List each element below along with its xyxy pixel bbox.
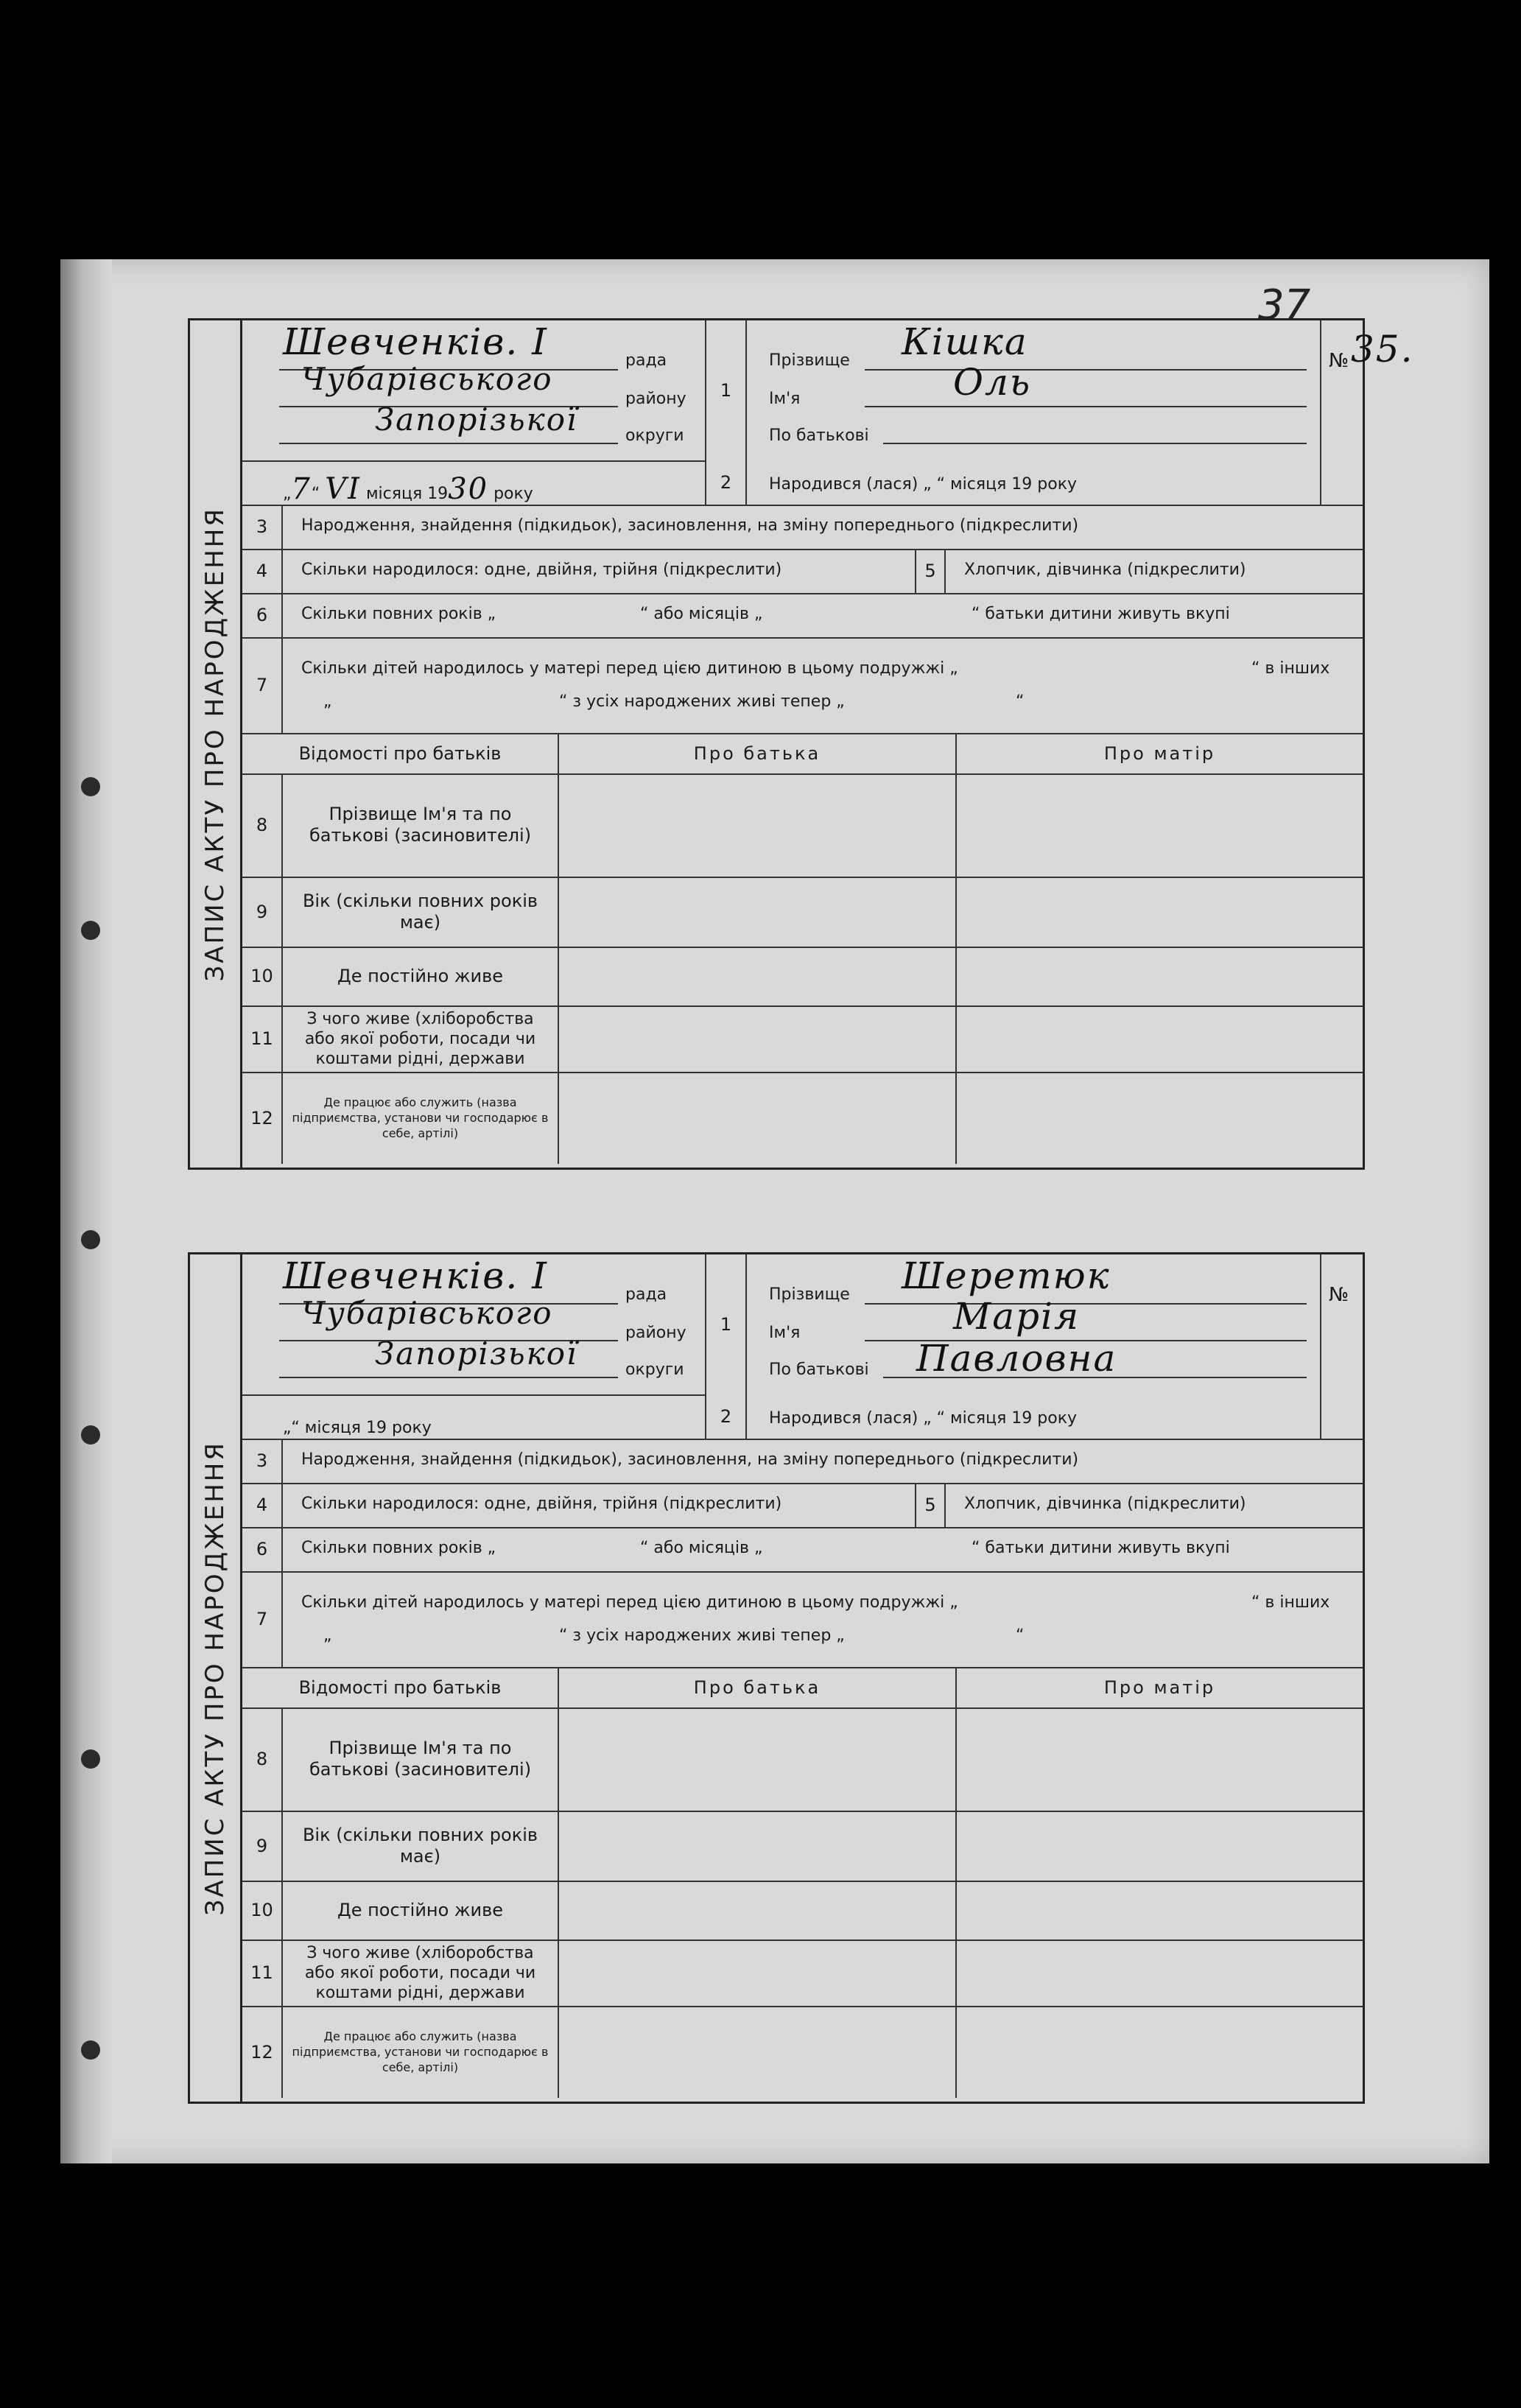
raion-handwritten: Чубарівського bbox=[301, 1295, 553, 1331]
row-9-label: Вік (скільки повних років має) bbox=[302, 890, 538, 933]
row-9-father-field[interactable] bbox=[559, 1811, 957, 1881]
row-number-3: 3 bbox=[242, 505, 283, 549]
row-number-3: 3 bbox=[242, 1439, 283, 1483]
patronymic-line bbox=[883, 443, 1307, 444]
col-mother-label: Про матір bbox=[1103, 743, 1216, 764]
col-mother-header bbox=[957, 1667, 1363, 1707]
born-date-cell bbox=[747, 460, 1321, 505]
number-label: № bbox=[1329, 1284, 1349, 1306]
name-label: Ім'я bbox=[769, 1324, 801, 1342]
row-8 bbox=[242, 1707, 1363, 1812]
surname-label: Прізвище bbox=[769, 351, 850, 370]
row-3 bbox=[242, 505, 1363, 550]
surname-handwritten: Кішка bbox=[902, 320, 1028, 363]
col-info-header bbox=[242, 1667, 559, 1707]
okruga-handwritten: Запорізької bbox=[375, 1335, 578, 1372]
row-8 bbox=[242, 773, 1363, 878]
row-11-mother-field[interactable] bbox=[957, 1940, 1363, 2006]
row-12-mother-field[interactable] bbox=[957, 2006, 1363, 2098]
patronymic-line bbox=[883, 1377, 1307, 1378]
year-prefix: 19 bbox=[366, 1419, 387, 1437]
folio-number: 37 bbox=[1258, 281, 1311, 329]
rada-handwritten: Шевченків. I bbox=[283, 320, 548, 363]
row-9-label: Вік (скільки повних років має) bbox=[302, 1824, 538, 1867]
row-7 bbox=[242, 1571, 1363, 1668]
row-8-label: Прізвище Ім'я та по батькові (засиновителі) bbox=[309, 1738, 532, 1780]
row-6-years: Скільки повних років „ bbox=[301, 605, 496, 623]
row-10-mother-field[interactable] bbox=[957, 947, 1363, 1005]
row-10-label-cell bbox=[283, 1881, 559, 1940]
birth-record-1 bbox=[188, 318, 1414, 1170]
row-8-label-cell bbox=[283, 1707, 559, 1811]
raion-label: району bbox=[625, 1324, 686, 1342]
row-7-other: “ в інших bbox=[1251, 1593, 1330, 1612]
row-12-father-field[interactable] bbox=[559, 2006, 957, 2098]
surname-line bbox=[865, 369, 1307, 371]
row-9 bbox=[242, 877, 1363, 948]
row-8-mother-field[interactable] bbox=[957, 1707, 1363, 1811]
row-10 bbox=[242, 947, 1363, 1007]
row-4 bbox=[242, 1483, 1363, 1528]
patronymic-label: По батькові bbox=[769, 1361, 869, 1379]
record-number-cell bbox=[1321, 1254, 1363, 1394]
record-date: „7“ VI місяця 1930 року bbox=[283, 472, 533, 506]
col-father-header bbox=[559, 733, 957, 773]
row-number-10: 10 bbox=[242, 1881, 283, 1940]
registry-office-cell bbox=[242, 1254, 706, 1439]
record-day-handwritten: 7 bbox=[291, 472, 312, 506]
parents-header bbox=[242, 1667, 1363, 1709]
col-father-label: Про батька bbox=[693, 1677, 821, 1698]
row-9 bbox=[242, 1811, 1363, 1882]
row-8-father-field[interactable] bbox=[559, 773, 957, 877]
row-10 bbox=[242, 1881, 1363, 1941]
year-label: року bbox=[493, 485, 533, 503]
child-name-cell bbox=[747, 1254, 1321, 1394]
row-number-8: 8 bbox=[242, 773, 283, 877]
row-number-2: 2 bbox=[706, 1394, 747, 1439]
row-11-label-cell bbox=[283, 1940, 559, 2006]
col-info-label: Відомості про батьків bbox=[298, 743, 502, 764]
row-number-1: 1 bbox=[706, 1254, 747, 1394]
row-number-5: 5 bbox=[916, 1483, 946, 1527]
row-11 bbox=[242, 1005, 1363, 1073]
row-7-line1: Скільки дітей народилось у матері перед цією дитиною в цьому подружжі „ bbox=[301, 659, 958, 678]
row-11-father-field[interactable] bbox=[559, 1940, 957, 2006]
binding-hole bbox=[81, 1425, 100, 1445]
side-title-text: ЗАПИС АКТУ ПРО НАРОДЖЕННЯ bbox=[200, 506, 230, 982]
row-number-11: 11 bbox=[242, 1940, 283, 2006]
row-6-years: Скільки повних років „ bbox=[301, 1539, 496, 1557]
name-handwritten: Оль bbox=[953, 361, 1032, 404]
col-info-label: Відомості про батьків bbox=[298, 1677, 502, 1698]
year-prefix: 19 bbox=[427, 485, 449, 503]
row-4 bbox=[242, 549, 1363, 594]
surname-label: Прізвище bbox=[769, 1285, 850, 1304]
row-6-together: “ батьки дитини живуть вкупі bbox=[972, 605, 1230, 623]
row-11-label: З чого живе (хліборобства або якої роботи, посади чи коштами рідні, держави bbox=[304, 1943, 536, 2002]
born-label: Народився (лася) „ “ місяця 19 року bbox=[769, 475, 1078, 494]
row-10-father-field[interactable] bbox=[559, 947, 957, 1005]
row-6 bbox=[242, 1527, 1363, 1573]
row-number-10: 10 bbox=[242, 947, 283, 1005]
col-info-header bbox=[242, 733, 559, 773]
row-7-open-quote: „ bbox=[323, 692, 332, 711]
row-6-months: “ або місяців „ bbox=[640, 1539, 763, 1557]
row-12-father-field[interactable] bbox=[559, 1072, 957, 1164]
row-9-father-field[interactable] bbox=[559, 877, 957, 947]
header-block bbox=[242, 320, 1414, 506]
row-7-close-quote: “ bbox=[1016, 1626, 1025, 1645]
row-12-label-cell bbox=[283, 2006, 559, 2098]
row-12-label-cell bbox=[283, 1072, 559, 1164]
row-5-text: Хлопчик, дівчинка (підкреслити) bbox=[964, 561, 1246, 579]
row-number-7: 7 bbox=[242, 637, 283, 733]
binding-hole bbox=[81, 1230, 100, 1249]
col-mother-label: Про матір bbox=[1103, 1677, 1216, 1698]
row-number-2: 2 bbox=[706, 460, 747, 505]
row-9-mother-field[interactable] bbox=[957, 877, 1363, 947]
record-date: „“ місяця 19 року bbox=[283, 1419, 432, 1437]
row-7-alive: “ з усіх народжених живі тепер „ bbox=[559, 692, 845, 711]
row-3 bbox=[242, 1439, 1363, 1484]
row-3-text: Народження, знайдення (підкидьок), засиновлення, на зміну попереднього (підкреслити) bbox=[301, 1450, 1079, 1469]
row-9-label-cell bbox=[283, 877, 559, 947]
row-4-cell bbox=[283, 1483, 916, 1527]
rada-handwritten: Шевченків. I bbox=[283, 1254, 548, 1297]
row-number-1: 1 bbox=[706, 320, 747, 460]
registry-office-cell bbox=[242, 320, 706, 505]
record-body bbox=[242, 1254, 1363, 2102]
record-year-handwritten: 30 bbox=[448, 472, 489, 506]
row-number-4: 4 bbox=[242, 1483, 283, 1527]
row-6-months: “ або місяців „ bbox=[640, 605, 763, 623]
row-6 bbox=[242, 593, 1363, 639]
row-12-mother-field[interactable] bbox=[957, 1072, 1363, 1164]
raion-label: району bbox=[625, 390, 686, 408]
record-side-title bbox=[190, 320, 242, 1168]
row-number-6: 6 bbox=[242, 1527, 283, 1571]
header-block bbox=[242, 1254, 1363, 1440]
rada-label: рада bbox=[625, 1285, 667, 1304]
surname-line bbox=[865, 1303, 1307, 1305]
row-10-label-cell bbox=[283, 947, 559, 1005]
patronymic-handwritten: Павловна bbox=[916, 1337, 1117, 1380]
row-11 bbox=[242, 1940, 1363, 2007]
record-month-handwritten: VI bbox=[325, 472, 361, 506]
parents-header bbox=[242, 733, 1363, 775]
row-10-mother-field[interactable] bbox=[957, 1881, 1363, 1940]
born-label: Народився (лася) „ “ місяця 19 року bbox=[769, 1409, 1078, 1428]
row-3-text: Народження, знайдення (підкидьок), засиновлення, на зміну попереднього (підкреслити) bbox=[301, 516, 1079, 535]
binding-hole bbox=[81, 777, 100, 796]
row-number-12: 12 bbox=[242, 2006, 283, 2098]
okruga-label: округи bbox=[625, 1361, 684, 1379]
row-10-label: Де постійно живе bbox=[337, 1899, 504, 1920]
row-9-mother-field[interactable] bbox=[957, 1811, 1363, 1881]
number-handwritten: 35. bbox=[1351, 328, 1414, 371]
okruga-label: округи bbox=[625, 427, 684, 445]
row-10-father-field[interactable] bbox=[559, 1881, 957, 1940]
col-father-label: Про батька bbox=[693, 743, 821, 764]
name-handwritten: Марія bbox=[953, 1295, 1081, 1338]
record-number-cell bbox=[1321, 320, 1414, 460]
child-name-cell bbox=[747, 320, 1321, 460]
binding-hole bbox=[81, 2040, 100, 2060]
row-11-father-field[interactable] bbox=[559, 1005, 957, 1072]
page-edge bbox=[60, 259, 112, 2163]
name-line bbox=[865, 406, 1307, 407]
row-number-4: 4 bbox=[242, 549, 283, 593]
raion-handwritten: Чубарівського bbox=[301, 361, 553, 397]
name-label: Ім'я bbox=[769, 390, 801, 408]
row-8-label-cell bbox=[283, 773, 559, 877]
row-7-open-quote: „ bbox=[323, 1626, 332, 1645]
row-number-5: 5 bbox=[916, 549, 946, 593]
row-12 bbox=[242, 2006, 1363, 2098]
col-father-header bbox=[559, 1667, 957, 1707]
row-7-close-quote: “ bbox=[1016, 692, 1025, 711]
record-side-title bbox=[190, 1254, 242, 2102]
row-4-text: Скільки народилося: одне, двійня, трійня (підкреслити) bbox=[301, 1495, 782, 1513]
row-12-label: Де працює або служить (назва підприємства, установи чи господарює в себе, артілі) bbox=[292, 1095, 549, 1140]
surname-handwritten: Шеретюк bbox=[902, 1254, 1111, 1297]
rada-label: рада bbox=[625, 351, 667, 370]
binding-hole bbox=[81, 921, 100, 940]
side-title-text: ЗАПИС АКТУ ПРО НАРОДЖЕННЯ bbox=[200, 1440, 230, 1916]
binding-hole bbox=[81, 1749, 100, 1769]
row-5-text: Хлопчик, дівчинка (підкреслити) bbox=[964, 1495, 1246, 1513]
row-11-label: З чого живе (хліборобства або якої роботи, посади чи коштами рідні, держави bbox=[304, 1009, 536, 1068]
row-number-12: 12 bbox=[242, 1072, 283, 1164]
row-7 bbox=[242, 637, 1363, 734]
okruga-handwritten: Запорізької bbox=[375, 401, 578, 438]
row-number-9: 9 bbox=[242, 1811, 283, 1881]
birth-record-2 bbox=[188, 1252, 1365, 2104]
row-12-label: Де працює або служить (назва підприємства, установи чи господарює в себе, артілі) bbox=[292, 2029, 549, 2074]
row-4-cell bbox=[283, 549, 916, 593]
row-10-label: Де постійно живе bbox=[337, 965, 504, 986]
row-number-9: 9 bbox=[242, 877, 283, 947]
row-8-mother-field[interactable] bbox=[957, 773, 1363, 877]
row-number-8: 8 bbox=[242, 1707, 283, 1811]
month-label: місяця bbox=[365, 485, 423, 503]
year-label: року bbox=[392, 1419, 432, 1437]
okruga-line bbox=[279, 443, 618, 444]
row-11-label-cell bbox=[283, 1005, 559, 1072]
row-number-7: 7 bbox=[242, 1571, 283, 1667]
born-date-cell bbox=[747, 1394, 1321, 1439]
okruga-line bbox=[279, 1377, 618, 1378]
patronymic-label: По батькові bbox=[769, 427, 869, 445]
row-7-line1: Скільки дітей народилось у матері перед цією дитиною в цьому подружжі „ bbox=[301, 1593, 958, 1612]
number-label: № bbox=[1329, 350, 1349, 372]
col-mother-header bbox=[957, 733, 1363, 773]
row-number-6: 6 bbox=[242, 593, 283, 637]
row-8-father-field[interactable] bbox=[559, 1707, 957, 1811]
month-label: місяця bbox=[304, 1419, 362, 1437]
row-7-alive: “ з усіх народжених живі тепер „ bbox=[559, 1626, 845, 1645]
record-body bbox=[242, 320, 1414, 1168]
row-9-label-cell bbox=[283, 1811, 559, 1881]
row-4-text: Скільки народилося: одне, двійня, трійня (підкреслити) bbox=[301, 561, 782, 579]
row-number-11: 11 bbox=[242, 1005, 283, 1072]
row-11-mother-field[interactable] bbox=[957, 1005, 1363, 1072]
row-8-label: Прізвище Ім'я та по батькові (засиновителі) bbox=[309, 804, 532, 846]
row-6-together: “ батьки дитини живуть вкупі bbox=[972, 1539, 1230, 1557]
row-12 bbox=[242, 1072, 1363, 1164]
row-7-other: “ в інших bbox=[1251, 659, 1330, 678]
